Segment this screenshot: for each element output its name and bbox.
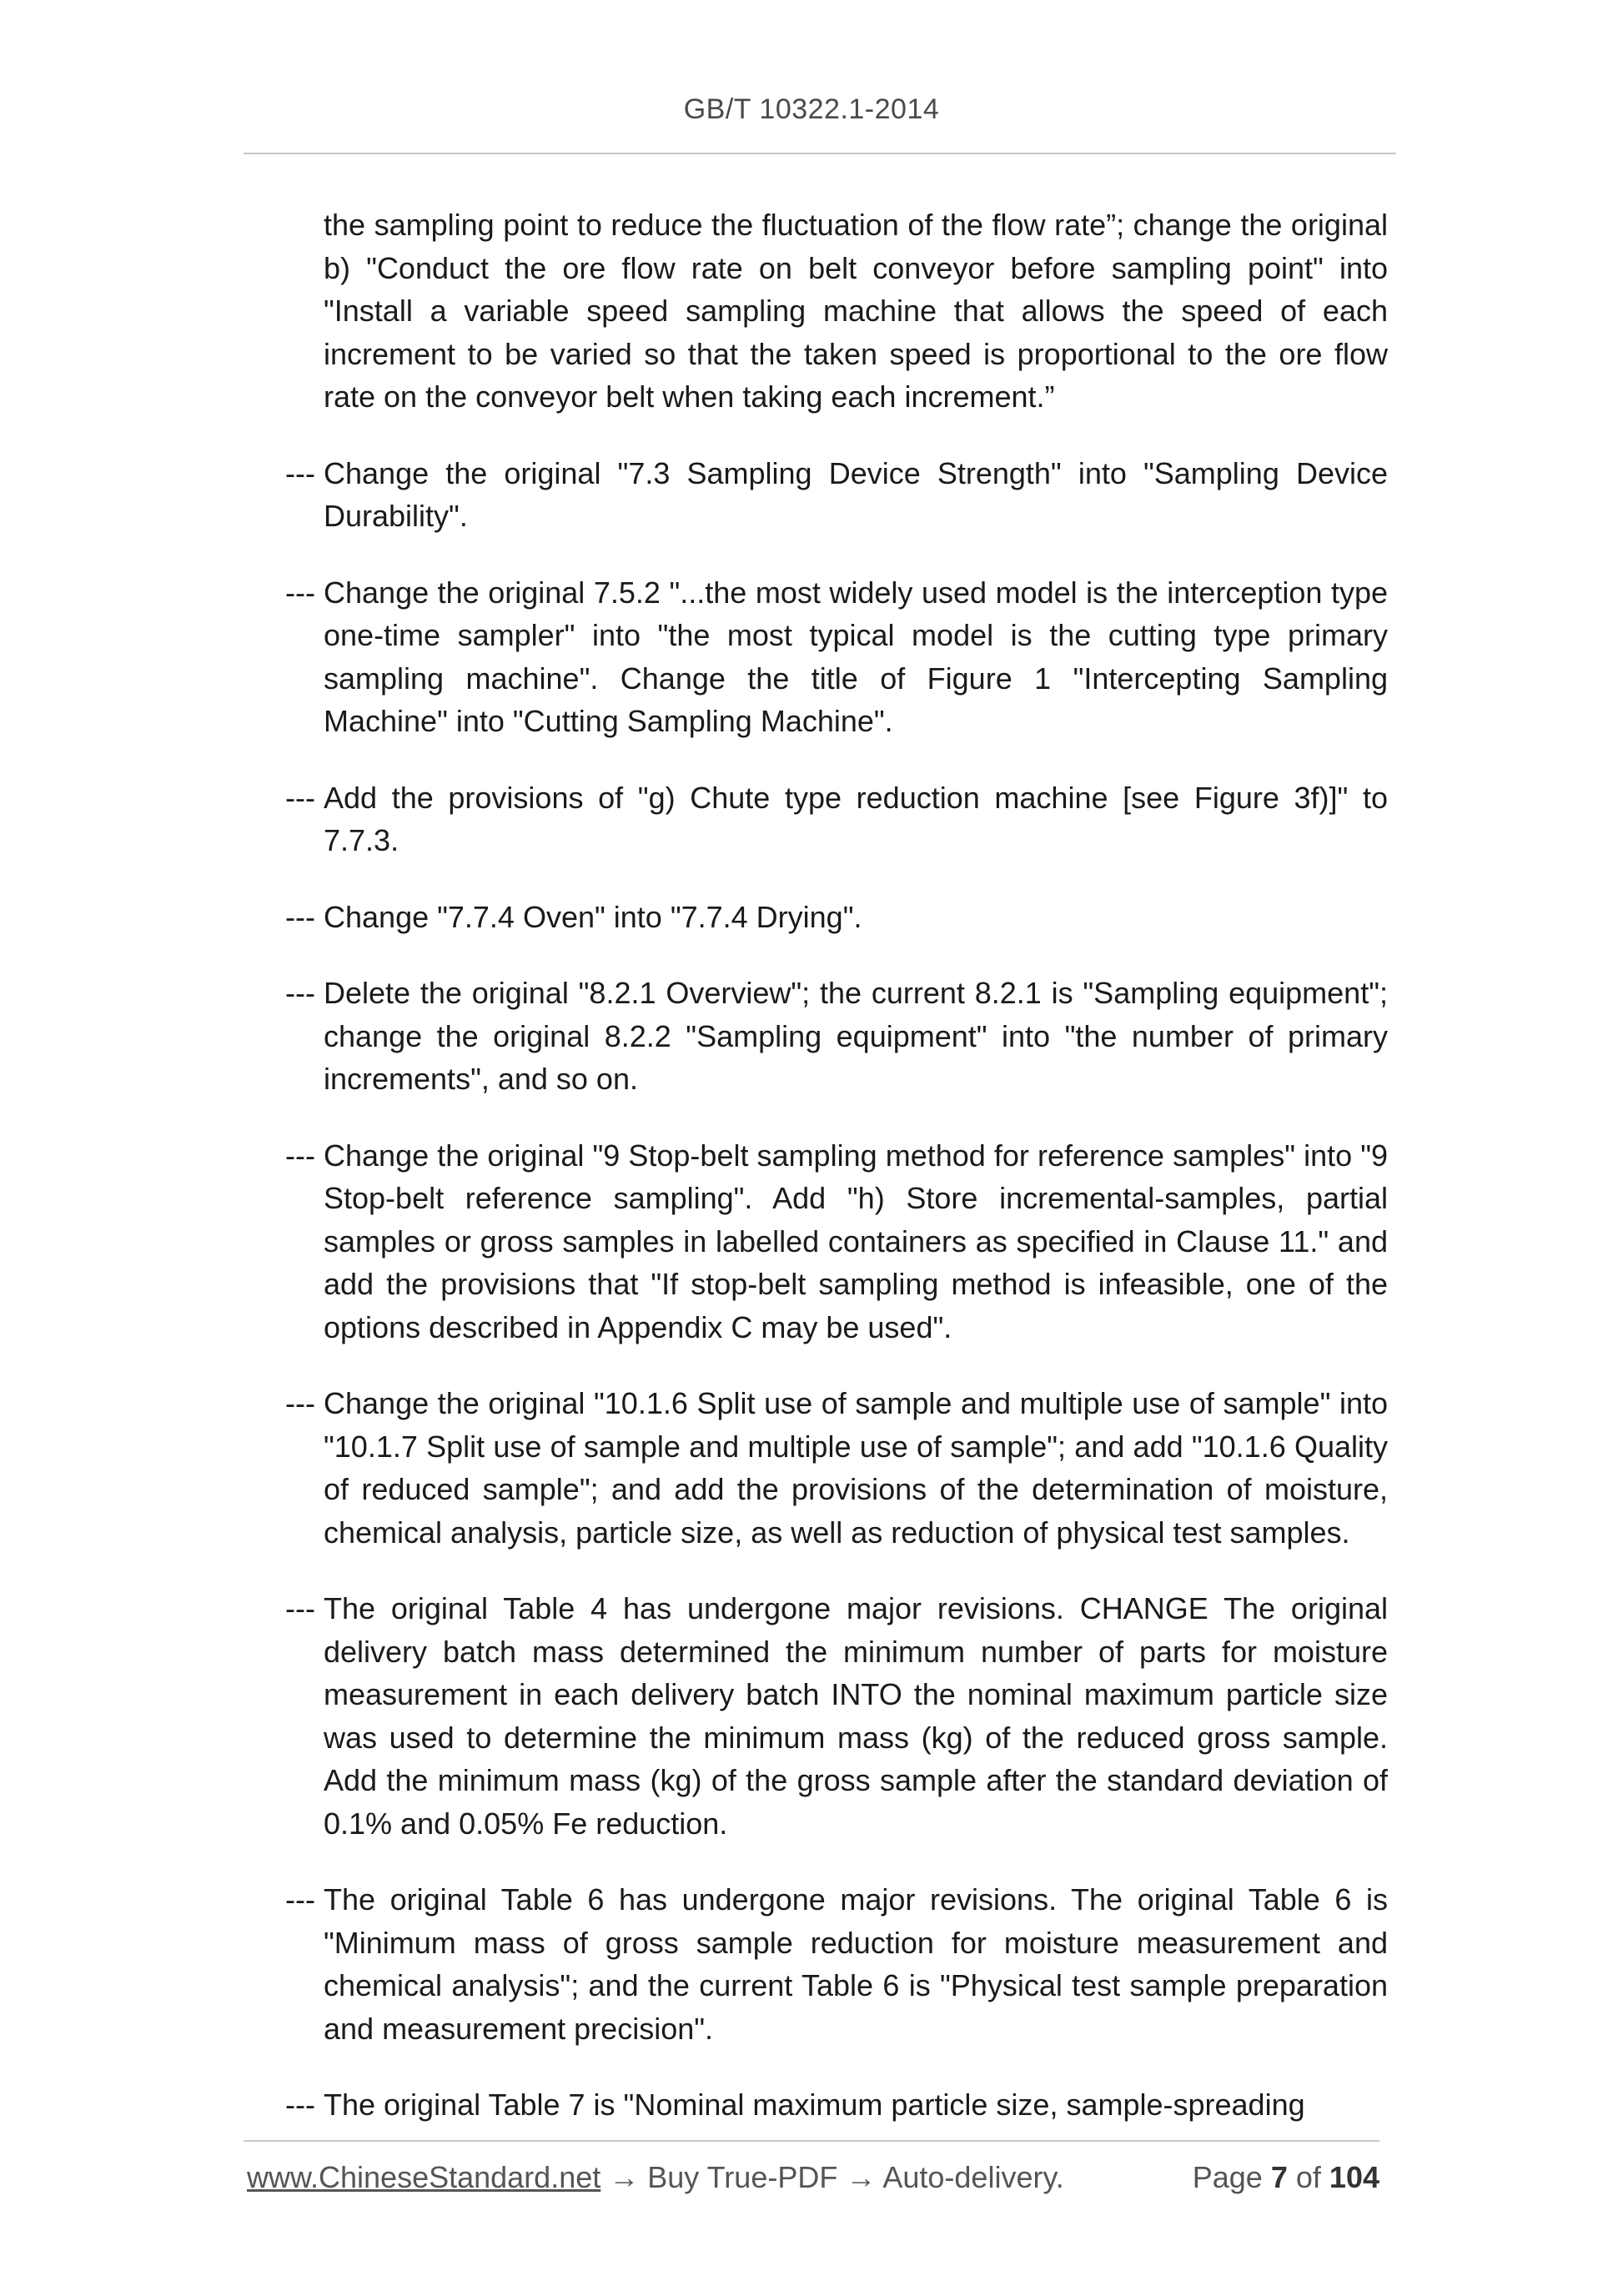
document-body	[285, 203, 1388, 2127]
list-dash: ---	[285, 575, 315, 610]
list-item	[285, 1587, 1388, 1845]
list-item	[285, 972, 1388, 1101]
footer-left	[247, 2160, 1064, 2195]
list-dash: ---	[285, 455, 315, 490]
list-item-text: Change the original 7.5.2 "...the most widely used model is the interception type one-time sampler" into "the most typical model is the cutting type primary sampling machine". Change the title of Figure 1 "Intercepting Sampling Machine" into "Cutting Sampling Machine".	[324, 575, 1388, 738]
continuation-paragraph: the sampling point to reduce the fluctuation of the flow rate”; change the original b) "Conduct the ore flow rate on belt conveyor before sampling point" into "Install a variable speed sampling machine that allows the speed of each increment to be varied so that the taken speed is proportional to the ore flow rate on the conveyor belt when taking each increment.”	[324, 208, 1388, 414]
header-divider	[244, 153, 1396, 154]
list-item	[285, 1878, 1388, 2050]
list-item	[285, 896, 1388, 939]
arrow-icon: →	[600, 2160, 648, 2194]
list-item-text: Add the provisions of "g) Chute type reduction machine [see Figure 3f)]" to 7.7.3.	[324, 780, 1388, 857]
list-item-text: Delete the original "8.2.1 Overview"; the current 8.2.1 is "Sampling equipment"; change the original 8.2.2 "Sampling equipment" into "the number of primary increments", and so on.	[324, 976, 1388, 1096]
page-indicator	[1193, 2160, 1379, 2195]
list-item-text: The original Table 4 has undergone major revisions. CHANGE The original delivery batch mass determined the minimum number of parts for moisture measurement in each delivery batch INTO the nominal maximum particle size was used to determine the minimum mass (kg) of the reduced gross sample. Add the minimum mass (kg) of the gross sample after the standard deviation of 0.1% and 0.05% Fe reduction.	[324, 1591, 1388, 1841]
page-label: Page	[1192, 2160, 1263, 2194]
total-pages: 104	[1329, 2160, 1379, 2194]
list-dash: ---	[285, 976, 315, 1010]
website-link[interactable]: www.ChineseStandard.net	[247, 2160, 601, 2194]
list-item-text: Change the original "9 Stop-belt sampling method for reference samples" into "9 Stop-belt reference sampling". Add "h) Store incremental-samples, partial samples or gross samples in labelled containers as specified in Clause 11." and add the provisions that "If stop-belt sampling method is infeasible, one of the options described in Appendix C may be used".	[324, 1138, 1388, 1344]
list-item	[285, 2083, 1388, 2127]
list-item	[285, 1382, 1388, 1554]
arrow-icon: →	[837, 2160, 883, 2194]
buy-text: Buy True-PDF	[647, 2160, 838, 2194]
list-dash: ---	[285, 1882, 315, 1917]
list-dash: ---	[285, 780, 315, 815]
list-dash: ---	[285, 2088, 315, 2122]
list-item-text: Change "7.7.4 Oven" into "7.7.4 Drying".	[324, 899, 862, 934]
list-item	[285, 1134, 1388, 1349]
footer-divider	[244, 2140, 1379, 2142]
page-number: 7	[1270, 2160, 1288, 2194]
list-item-text: The original Table 6 has undergone major revisions. The original Table 6 is "Minimum mass of gross sample reduction for moisture measurement and chemical analysis"; and the current Table 6 is "Physical test sample preparation and measurement precision".	[324, 1882, 1388, 2046]
list-item	[285, 452, 1388, 538]
list-item	[285, 776, 1388, 862]
list-dash: ---	[285, 1138, 315, 1173]
list-dash: ---	[285, 1591, 315, 1625]
of-label: of	[1295, 2160, 1321, 2194]
delivery-text: Auto-delivery.	[882, 2160, 1064, 2194]
list-item	[285, 571, 1388, 743]
page-header: GB/T 10322.1-2014	[683, 93, 940, 125]
list-item-text: The original Table 7 is "Nominal maximum particle size, sample-spreading	[324, 2088, 1305, 2122]
list-item-text: Change the original "10.1.6 Split use of sample and multiple use of sample" into "10.1.7 Split use of sample and multiple use of sample"; and add "10.1.6 Quality of reduced sample"; and add the provisions of the determination of moisture, chemical analysis, particle size, as well as reduction of physical test samples.	[324, 1386, 1388, 1550]
list-item-text: Change the original "7.3 Sampling Device Strength" into "Sampling Device Durability".	[324, 455, 1388, 533]
list-dash: ---	[285, 1386, 315, 1420]
list-dash: ---	[285, 899, 315, 934]
